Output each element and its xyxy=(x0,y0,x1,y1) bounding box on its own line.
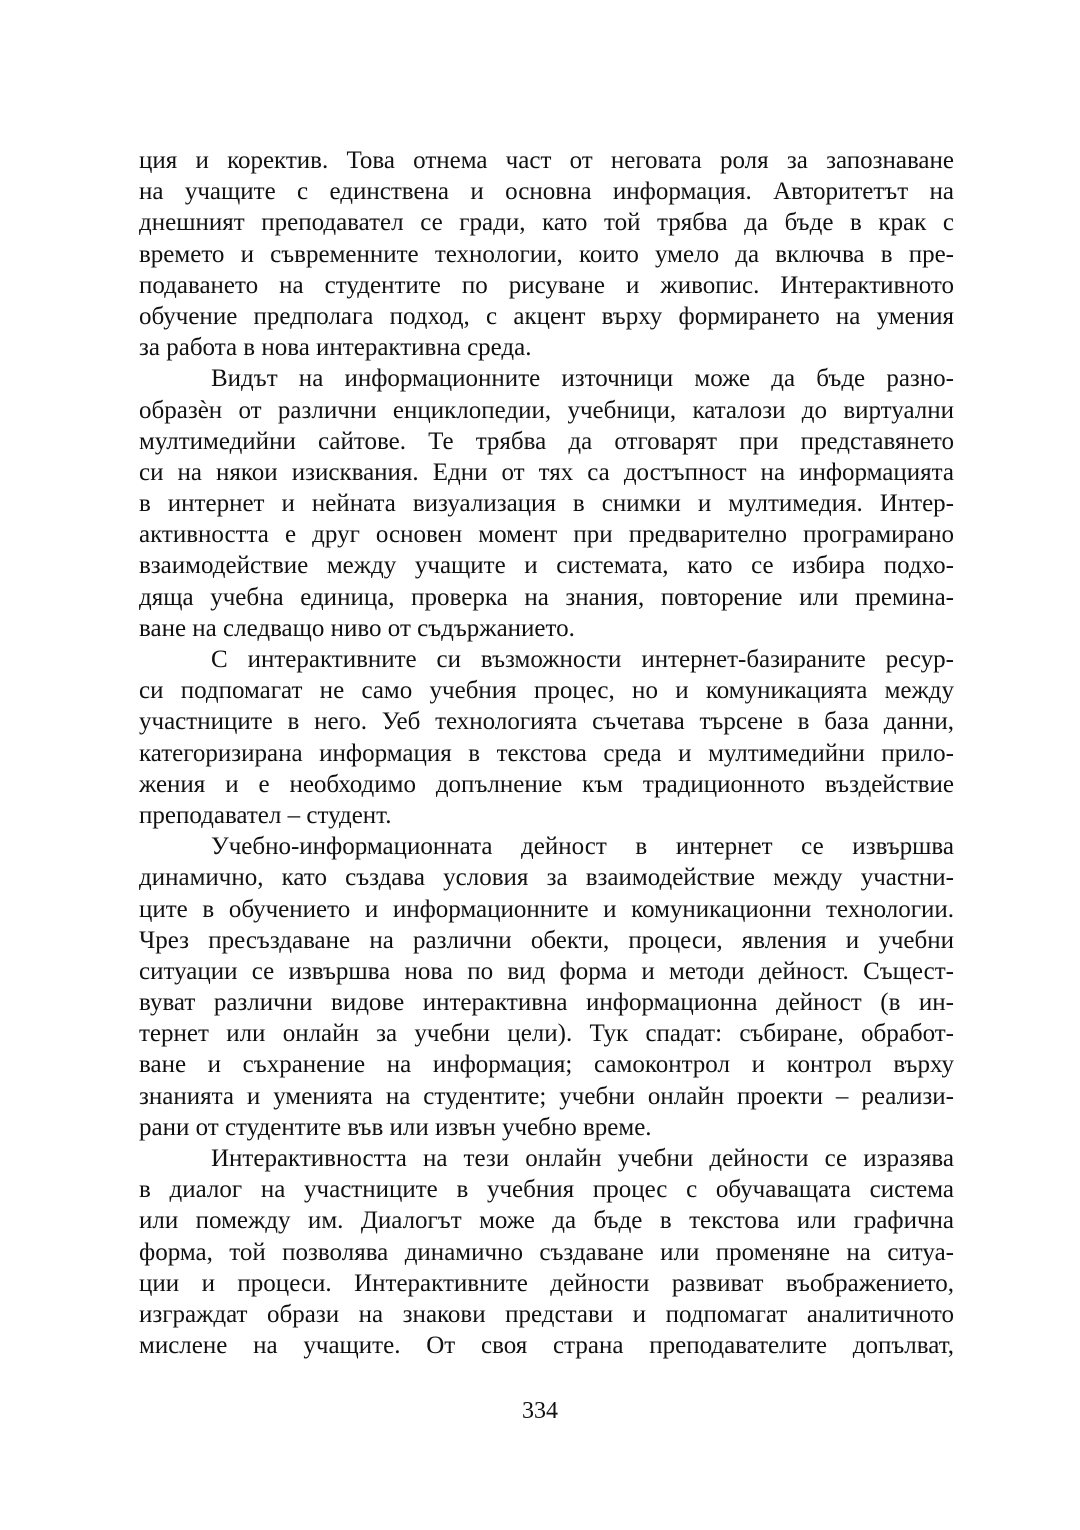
page-number: 334 xyxy=(522,1398,558,1424)
paragraph xyxy=(139,363,954,644)
text-line: жения и е необходимо допълнение към традиционното въздействие xyxy=(139,770,954,798)
text-line: ция и коректив. Това отнема част от неговата роля за запознаване xyxy=(139,147,954,174)
text-line: или помежду им. Диалогът може да бъде в текстова или графична xyxy=(139,1207,954,1235)
text-line: тернет или онлайн за учебни цели). Тук спадат: събиране, обработ- xyxy=(139,1020,954,1048)
paragraph xyxy=(139,644,954,831)
text-line: обучение предполага подход, с акцент върху формирането на умения xyxy=(139,302,954,330)
text-line: категоризирана информация в текстова среда и мултимедийни прило- xyxy=(139,739,954,767)
text-line: знанията и уменията на студентите; учебни онлайн проекти – реализи- xyxy=(139,1082,954,1110)
paragraph xyxy=(139,831,954,1143)
text-line: си на някои изисквания. Едни от тях са достъпност на информацията xyxy=(139,458,954,486)
text-line: образѐн от различни енциклопедии, учебници, каталози до виртуални xyxy=(139,396,954,424)
text-line: мултимедийни сайтове. Те трябва да отговарят при представянето xyxy=(139,427,954,455)
text-line: участниците в него. Уеб технологията съчетава търсене в база данни, xyxy=(139,708,954,736)
text-line: за работа в нова интерактивна среда. xyxy=(139,334,532,362)
text-line: Интерактивността на тези онлайн учебни дейности се изразява xyxy=(211,1145,954,1172)
body-text xyxy=(139,145,954,1361)
text-line: времето и съвременните технологии, които умело да включва в пре- xyxy=(139,240,954,268)
text-line: подаването на студентите по рисуване и живопис. Интерактивното xyxy=(139,271,954,299)
text-line: взаимодействие между учащите и системата, като се избира подхо- xyxy=(139,552,954,580)
text-line: ване на следващо ниво от съдържанието. xyxy=(139,614,575,642)
text-line: рани от студентите във или извън учебно време. xyxy=(139,1113,652,1141)
text-line: си подпомагат не само учебния процес, но и комуникацията между xyxy=(139,677,954,705)
text-line: Видът на информационните източници може да бъде разно- xyxy=(211,365,954,393)
text-line: ците в обучението и информационните и комуникационни технологии. xyxy=(139,895,954,923)
text-line: ване и съхранение на информация; самоконтрол и контрол върху xyxy=(139,1051,954,1079)
text-line: форма, той позволява динамично създаване или променяне на ситуа- xyxy=(139,1238,954,1266)
text-line: дяща учебна единица, проверка на знания, повторение или премина- xyxy=(139,583,954,611)
text-line: активността е друг основен момент при предварително програмирано xyxy=(139,521,954,549)
text-line: ции и процеси. Интерактивните дейности развиват въображението, xyxy=(139,1269,954,1297)
paragraph xyxy=(139,145,954,363)
text-line: вуват различни видове интерактивна информационна дейност (в ин- xyxy=(139,989,954,1017)
text-line: в диалог на участниците в учебния процес с обучаващата система xyxy=(139,1176,954,1204)
paragraph xyxy=(139,1143,954,1361)
text-line: на учащите с единствена и основна информация. Авторитетът на xyxy=(139,178,954,206)
text-line: динамично, като създава условия за взаимодействие между участни- xyxy=(139,864,954,892)
text-line: днешният преподавател се гради, като той трябва да бъде в крак с xyxy=(139,209,954,237)
text-line: Чрез пресъздаване на различни обекти, процеси, явления и учебни xyxy=(139,926,954,954)
text-line: в интернет и нейната визуализация в снимки и мултимедия. Интер- xyxy=(139,490,954,518)
text-line: Учебно-информационната дейност в интернет се извършва xyxy=(211,833,954,861)
text-line: мислене на учащите. От своя страна преподавателите допълват, xyxy=(139,1332,954,1360)
text-line: преподавател – студент. xyxy=(139,801,392,829)
text-line: С интерактивните си възможности интернет-базираните ресур- xyxy=(211,646,954,673)
text-line: ситуации се извършва нова по вид форма и методи дейност. Същест- xyxy=(139,957,954,985)
text-line: изграждат образи на знакови представи и подпомагат аналитичното xyxy=(139,1300,954,1328)
